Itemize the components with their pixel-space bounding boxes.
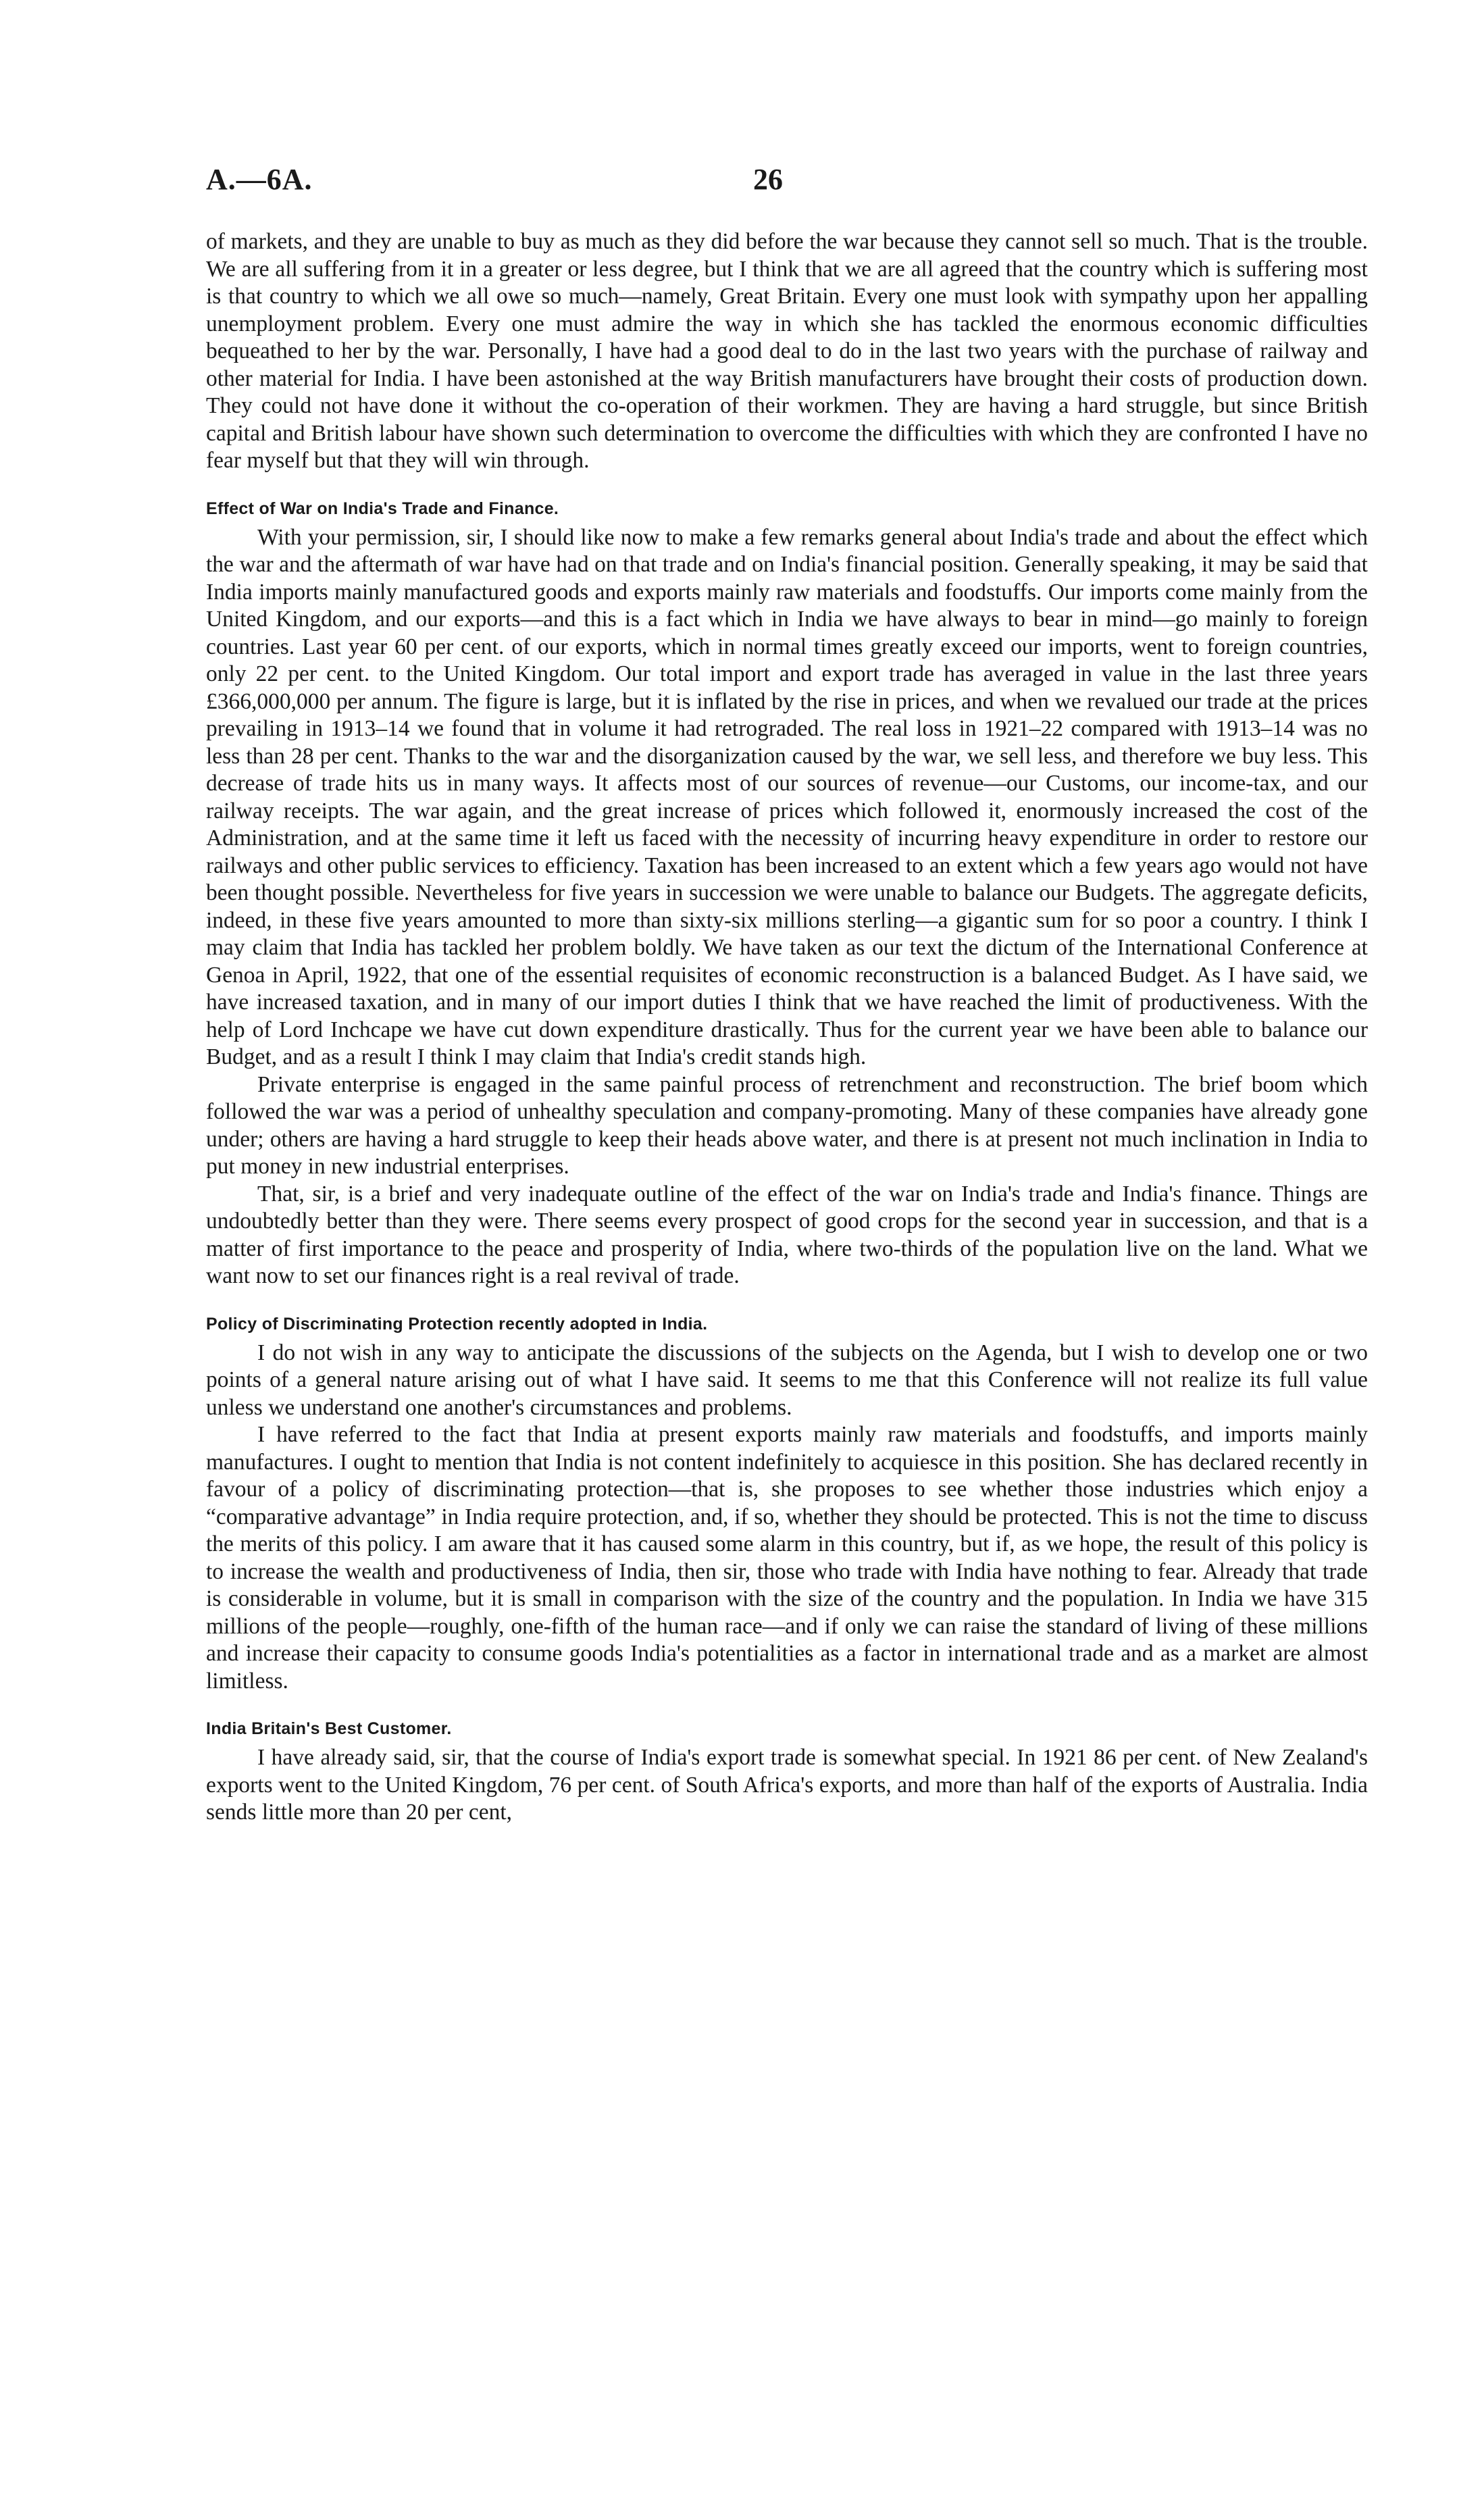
paragraph: I do not wish in any way to anticipate the discussions of the subjects on the Agenda, but I wish to develop one or two points of a general nature arising out of what I have said. It seems to me that this Conference will not realize its full value unless we understand one another's circumstances and problems.: [206, 1340, 1368, 1420]
paragraph: I have already said, sir, that the course of India's export trade is somewhat special. In 1921 86 per cent. of New Zealand's exports went to the United Kingdom, 76 per cent. of South Africa's exports, and more than half of the exports of Australia. India sends little more than 20 per cent,: [206, 1745, 1368, 1825]
document-code: A.—6A.: [206, 163, 313, 196]
paragraph: Private enterprise is engaged in the same painful process of retrenchment and reconstruction. The brief boom which followed the war was a period of unhealthy speculation and company-promoting. Many of these companies have already gone under; others are having a hard struggle to keep their heads above water, and there is at present not much inclination in India to put money in new industrial enterprises.: [206, 1071, 1368, 1179]
document-page: [206, 162, 1368, 1827]
paragraph-continuation: of markets, and they are unable to buy as much as they did before the war because they cannot sell so much. That is the trouble. We are all suffering from it in a greater or less degree, but I think that we are all agreed that the country which is suffering most is that country to which we all owe so much—namely, Great Britain. Every one must look with sympathy upon her appalling unemployment problem. Every one must admire the way in which she has tackled the enormous economic difficulties bequeathed to her by the war. Personally, I have had a good deal to do in the last two years with the purchase of railway and other material for India. I have been astonished at the way British manufacturers have brought their costs of production down. They could not have done it without the co-operation of their workmen. They are having a hard struggle, but since British capital and British labour have shown such determination to overcome the difficulties with which they are confronted I have no fear myself but that they will win through.: [206, 229, 1368, 473]
paragraph: That, sir, is a brief and very inadequate outline of the effect of the war on India's trade and India's finance. Things are undoubtedly better than they were. There seems every prospect of good crops for the second year in succession, and that is a matter of first importance to the peace and prosperity of India, where two-thirds of the population live on the land. What we want now to set our finances right is a real revival of trade.: [206, 1181, 1368, 1288]
section-heading-protection-policy: Policy of Discriminating Protection recently adopted in India.: [206, 1314, 708, 1334]
section-heading-war-effect: Effect of War on India's Trade and Finance.: [206, 499, 559, 518]
page-number: 26: [753, 163, 783, 196]
page-header: [206, 162, 1368, 203]
paragraph: I have referred to the fact that India at present exports mainly raw materials and foodstuffs, and imports mainly manufactures. I ought to mention that India is not content indefinitely to acquiesce in this position. She has declared recently in favour of a policy of discriminating protection—that is, she proposes to see whether those industries which enjoy a “comparative advantage” in India require protection, and, if so, whether they should be protected. This is not the time to discuss the merits of this policy. I am aware that it has caused some alarm in this country, but if, as we hope, the result of this policy is to increase the wealth and productiveness of India, then sir, those who trade with India have nothing to fear. Already that trade is considerable in volume, but it is small in comparison with the size of the country and the population. In India we have 315 millions of the people—roughly, one-fifth of the human race—and if only we can raise the standard of living of these millions and increase their capacity to consume goods India's potentialities as a factor in international trade and as a market are almost limitless.: [206, 1422, 1368, 1694]
paragraph: With your permission, sir, I should like now to make a few remarks general about India's trade and about the effect which the war and the aftermath of war have had on that trade and on India's financial position. Generally speaking, it may be said that India imports mainly manufactured goods and exports mainly raw materials and foodstuffs. Our imports come mainly from the United Kingdom, and our exports—and this is a fact which in India we have always to bear in mind—go mainly to foreign countries. Last year 60 per cent. of our exports, which in normal times greatly exceed our imports, went to foreign countries, only 22 per cent. to the United Kingdom. Our total import and export trade has averaged in value in the last three years £366,000,000 per annum. The figure is large, but it is inflated by the rise in prices, and when we revalued our trade at the prices prevailing in 1913–14 we found that in volume it had retrograded. The real loss in 1921–22 compared with 1913–14 was no less than 28 per cent. Thanks to the war and the disorganization caused by the war, we sell less, and therefore we buy less. This decrease of trade hits us in many ways. It affects most of our sources of revenue—our Customs, our income-tax, and our railway receipts. The war again, and the great increase of prices which followed it, enormously increased the cost of the Administration, and at the same time it left us faced with the necessity of incurring heavy expenditure in order to restore our railways and other public services to efficiency. Taxation has been increased to an extent which a few years ago would not have been thought possible. Nevertheless for five years in succession we were unable to balance our Budgets. The aggregate deficits, indeed, in these five years amounted to more than sixty-six millions sterling—a gigantic sum for so poor a country. I think I may claim that India has tackled her problem boldly. We have taken as our text the dictum of the International Conference at Genoa in April, 1922, that one of the essential requisites of economic reconstruction is a balanced Budget. As I have said, we have increased taxation, and in many of our import duties I think that we have reached the limit of productiveness. With the help of Lord Inchcape we have cut down expenditure drastically. Thus for the current year we have been able to balance our Budget, and as a result I think I may claim that India's credit stands high.: [206, 524, 1368, 1069]
section-heading-best-customer: India Britain's Best Customer.: [206, 1719, 452, 1738]
